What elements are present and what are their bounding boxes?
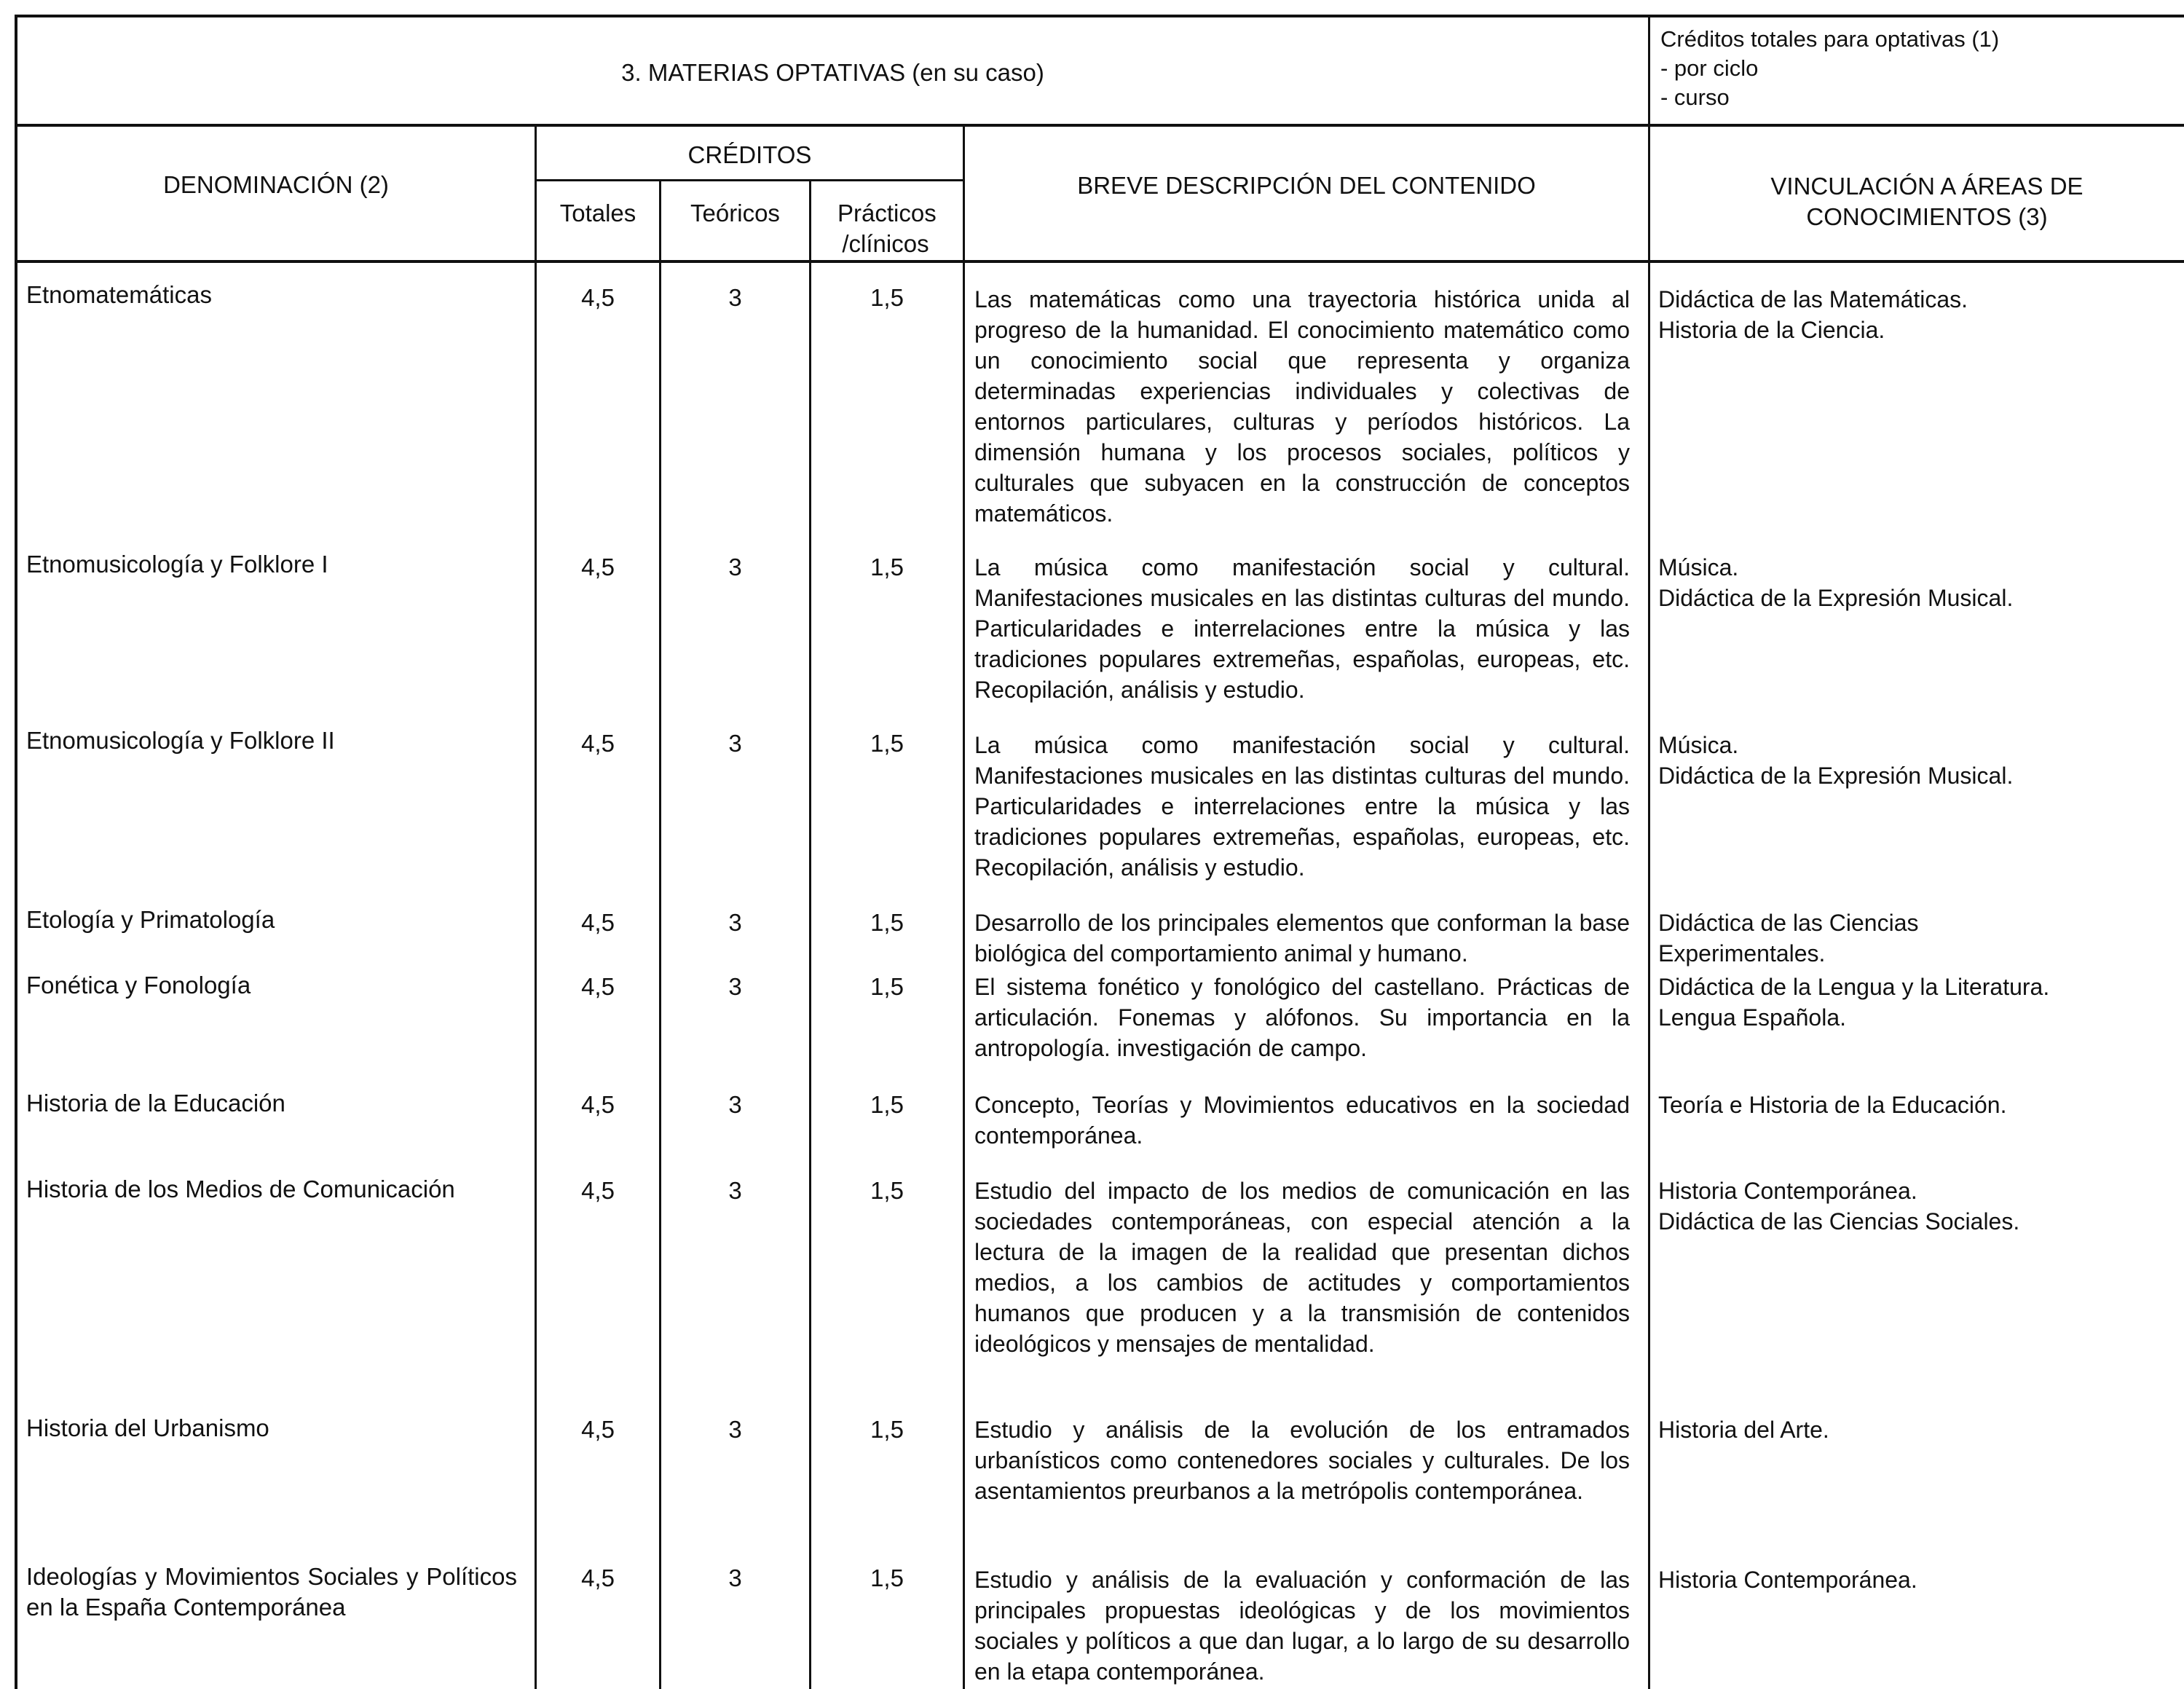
table-top-border bbox=[15, 15, 2184, 17]
subject-areas: Música. Didáctica de la Expresión Musical. bbox=[1658, 554, 2014, 611]
subject-description: La música como manifestación social y cultural. Manifestaciones musicales en las distintas culturas del mundo. Particularidades e interrelaciones entre la música y las tradiciones populares extremeñas, españolas, europeas, etc. Recopilación, análisis y estudio. bbox=[974, 554, 1630, 703]
table-left-border bbox=[15, 15, 17, 1689]
col-vinculacion-header: VINCULACIÓN A ÁREAS DE CONOCIMIENTOS (3) bbox=[1770, 173, 2084, 230]
subject-name: Historia de la Educación bbox=[26, 1090, 285, 1117]
credits-teoricos: 3 bbox=[728, 1564, 742, 1591]
credits-note-course: - curso bbox=[1660, 84, 1730, 110]
subject-areas: Historia Contemporánea. bbox=[1658, 1567, 1917, 1593]
subject-name: Fonética y Fonología bbox=[26, 972, 251, 999]
subject-name: Etnomatemáticas bbox=[26, 281, 212, 308]
credits-note bbox=[1660, 25, 2170, 112]
credits-practicos: 1,5 bbox=[870, 1564, 904, 1591]
subject-description: Desarrollo de los principales elementos que conforman la base biológica del comportamiento animal y humano. bbox=[974, 910, 1630, 966]
subject-areas: Didáctica de las Matemáticas. Historia de la Ciencia. bbox=[1658, 286, 1968, 343]
col-teoricos-header: Teóricos bbox=[690, 200, 780, 227]
credits-teoricos: 3 bbox=[728, 1416, 742, 1443]
credits-practicos: 1,5 bbox=[870, 1416, 904, 1443]
subject-description: El sistema fonético y fonológico del castellano. Prácticas de articulación. Fonemas y alófonos. Su importancia en la antropología. investigación de campo. bbox=[974, 974, 1630, 1061]
subject-description: Estudio del impacto de los medios de comunicación en las sociedades contemporáneas, con especial atención a la lectura de la imagen de la realidad que presentan dichos medios, a los cambios de actitudes y comportamientos humanos que producen y a la transmisión de contenidos ideológicos y mensajes de mentalidad. bbox=[974, 1178, 1630, 1357]
subject-areas: Historia del Arte. bbox=[1658, 1417, 1829, 1443]
subject-areas: Didáctica de la Lengua y la Literatura. Lengua Española. bbox=[1658, 974, 2050, 1031]
credits-teoricos: 3 bbox=[728, 1091, 742, 1118]
credits-totales: 4,5 bbox=[581, 1416, 615, 1443]
credits-teoricos: 3 bbox=[728, 284, 742, 311]
credits-practicos: 1,5 bbox=[870, 730, 904, 757]
credits-practicos: 1,5 bbox=[870, 1177, 904, 1204]
subject-description: Estudio y análisis de la evolución de los entramados urbanísticos como contenedores sociales y culturales. De los asentamientos preurbanos a la metrópolis contemporánea. bbox=[974, 1417, 1630, 1504]
subject-name: Etología y Primatología bbox=[26, 906, 275, 933]
credits-totales: 4,5 bbox=[581, 1091, 615, 1118]
subject-name: Historia del Urbanismo bbox=[26, 1414, 269, 1441]
credits-teoricos: 3 bbox=[728, 730, 742, 757]
credits-totales: 4,5 bbox=[581, 973, 615, 1000]
credits-teoricos: 3 bbox=[728, 554, 742, 580]
subject-areas: Didáctica de las Ciencias Experimentales. bbox=[1658, 910, 1919, 966]
subject-name: Etnomusicología y Folklore II bbox=[26, 727, 335, 754]
credits-teoricos: 3 bbox=[728, 1177, 742, 1204]
credits-practicos: 1,5 bbox=[870, 284, 904, 311]
subject-areas: Teoría e Historia de la Educación. bbox=[1658, 1092, 2007, 1118]
credits-practicos: 1,5 bbox=[870, 973, 904, 1000]
subject-name: Historia de los Medios de Comunicación bbox=[26, 1176, 455, 1202]
col-practicos-header: Prácticos /clínicos bbox=[837, 200, 937, 257]
subject-areas: Historia Contemporánea. Didáctica de las Ciencias Sociales. bbox=[1658, 1178, 2020, 1235]
credits-totales: 4,5 bbox=[581, 1177, 615, 1204]
subject-description: Estudio y análisis de la evaluación y conformación de las principales propuestas ideológicas y de los movimientos sociales y políticos a que dan lugar, a lo largo de su desarrollo en la etapa contemporánea. bbox=[974, 1567, 1630, 1685]
credits-totales: 4,5 bbox=[581, 554, 615, 580]
subject-name: Ideologías y Movimientos Sociales y Políticos en la España Contemporánea bbox=[26, 1563, 517, 1621]
credits-note-cycle: - por ciclo bbox=[1660, 55, 1759, 81]
col-denominacion-header: DENOMINACIÓN (2) bbox=[163, 171, 389, 198]
credits-totales: 4,5 bbox=[581, 909, 615, 936]
col-practicos-divider bbox=[963, 125, 965, 1689]
credits-practicos: 1,5 bbox=[870, 1091, 904, 1118]
section-title: 3. MATERIAS OPTATIVAS (en su caso) bbox=[621, 59, 1044, 86]
credits-practicos: 1,5 bbox=[870, 554, 904, 580]
subject-description: Las matemáticas como una trayectoria histórica unida al progreso de la humanidad. El conocimiento matemático como un conocimiento social que representa y organiza determinadas experiencias individuales y colectivas de entornos particulares, culturas y períodos históricos. La dimensión humana y los procesos sociales, políticos y culturales que subyacen en la construcción de conceptos matemáticos. bbox=[974, 286, 1630, 527]
col-creditos-header: CRÉDITOS bbox=[687, 141, 812, 168]
credits-totales: 4,5 bbox=[581, 730, 615, 757]
subject-description: La música como manifestación social y cultural. Manifestaciones musicales en las distintas culturas del mundo. Particularidades e interrelaciones entre la música y las tradiciones populares extremeñas, españolas, europeas, etc. Recopilación, análisis y estudio. bbox=[974, 732, 1630, 881]
credits-teoricos: 3 bbox=[728, 973, 742, 1000]
credits-note-title: Créditos totales para optativas (1) bbox=[1660, 26, 2000, 52]
credits-teoricos: 3 bbox=[728, 909, 742, 936]
subject-name: Etnomusicología y Folklore I bbox=[26, 551, 328, 578]
header-divider bbox=[15, 124, 2184, 127]
col-descripcion-header: BREVE DESCRIPCIÓN DEL CONTENIDO bbox=[1077, 172, 1536, 199]
subject-description: Concepto, Teorías y Movimientos educativos en la sociedad contemporánea. bbox=[974, 1092, 1630, 1149]
credits-totales: 4,5 bbox=[581, 284, 615, 311]
col-totales-header: Totales bbox=[559, 200, 636, 227]
title-divider bbox=[1648, 15, 1650, 1689]
creditos-divider bbox=[536, 179, 964, 181]
columns-header-divider bbox=[15, 260, 2184, 263]
subject-areas: Música. Didáctica de la Expresión Musical. bbox=[1658, 732, 2014, 789]
credits-totales: 4,5 bbox=[581, 1564, 615, 1591]
credits-practicos: 1,5 bbox=[870, 909, 904, 936]
